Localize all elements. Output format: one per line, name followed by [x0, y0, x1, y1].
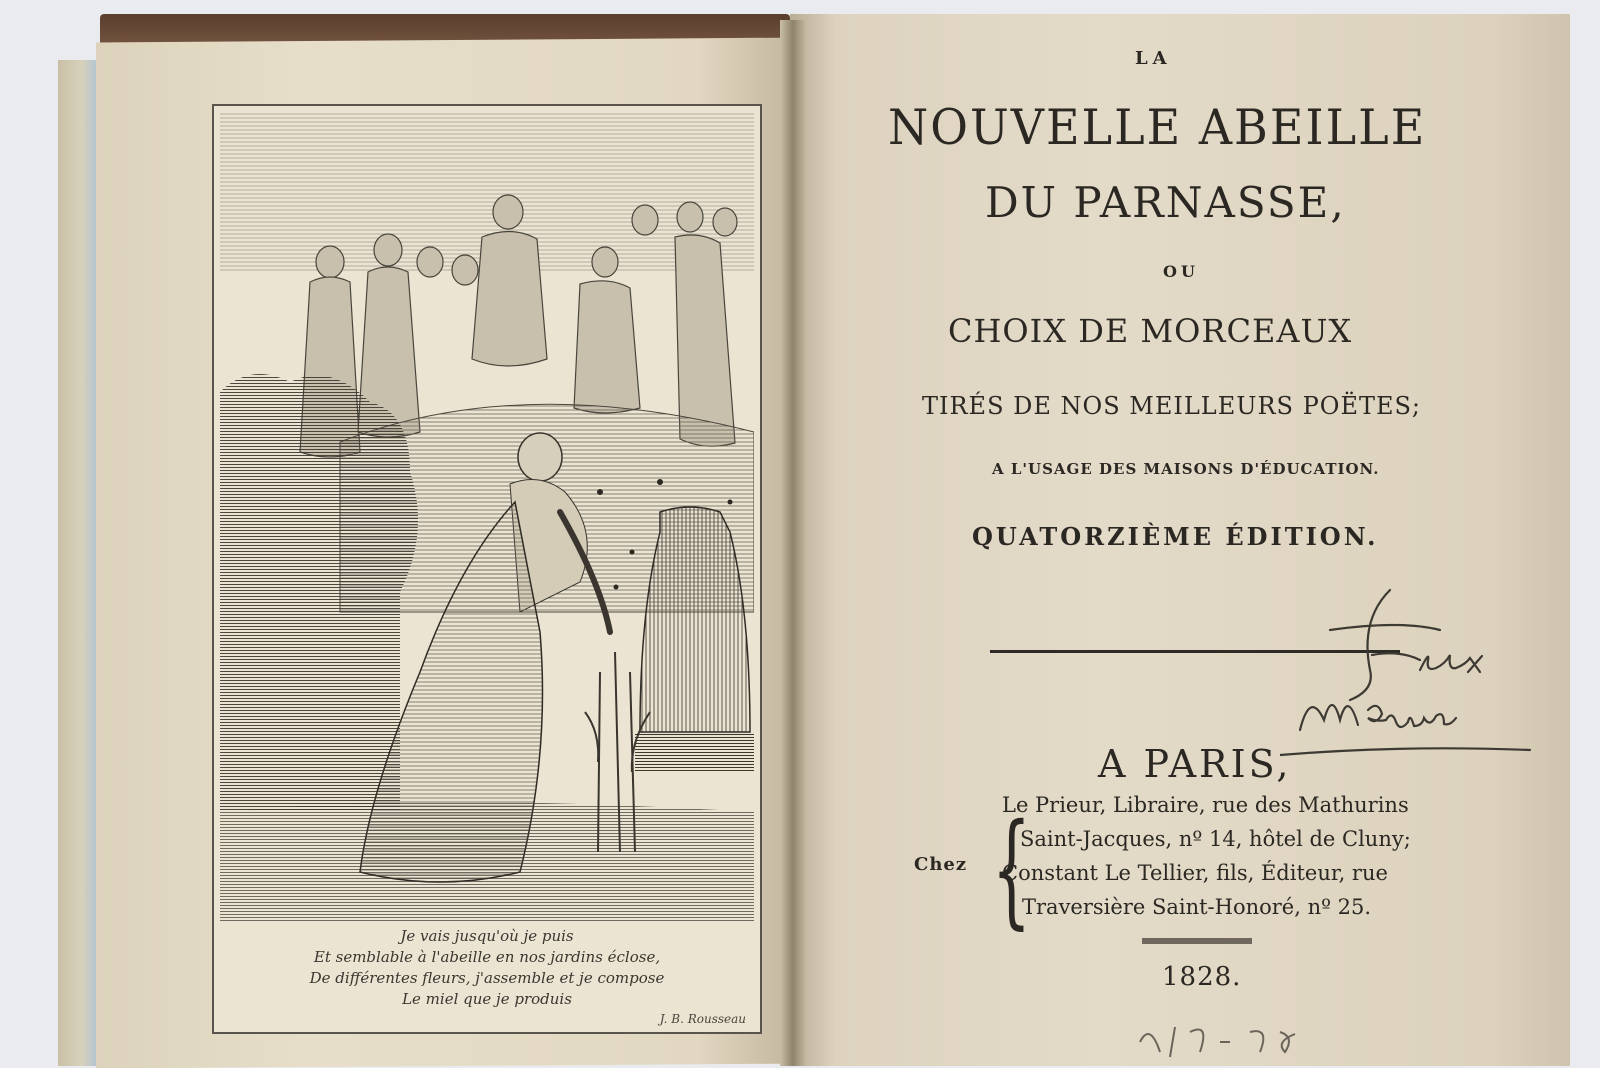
- publisher-line: Constant Le Tellier, fils, Éditeur, rue: [1002, 861, 1388, 885]
- caption-line: Je vais jusqu'où je puis: [400, 927, 574, 945]
- title-line-2: DU PARNASSE,: [985, 178, 1346, 227]
- publisher-line: Traversière Saint-Honoré, nº 25.: [1022, 895, 1372, 919]
- subtitle-line-2: TIRÉS DE NOS MEILLEURS POËTES;: [922, 392, 1422, 420]
- imprint-chez: Chez: [914, 854, 968, 875]
- title-article: LA: [1135, 48, 1172, 69]
- title-line-1: NOUVELLE ABEILLE: [888, 98, 1427, 156]
- book-gutter: [780, 20, 806, 1066]
- imprint-year: 1828.: [1162, 962, 1242, 992]
- imprint-rule: [1142, 938, 1252, 944]
- caption-line: Et semblable à l'abeille en nos jardins éclose,: [313, 948, 661, 966]
- publisher-line: Saint-Jacques, nº 14, hôtel de Cluny;: [1020, 827, 1411, 851]
- publisher-address: [1002, 788, 1411, 924]
- handwritten-signature: [1280, 560, 1560, 770]
- caption-line: De différentes fleurs, j'assemble et je compose: [309, 969, 665, 987]
- frontispiece-plate: [212, 104, 762, 1034]
- title-conjunction: OU: [1163, 262, 1199, 281]
- pencil-mark: [1120, 1012, 1320, 1062]
- frontispiece-engraving: [220, 112, 754, 922]
- engraver-credit: J. B. Rousseau: [659, 1012, 746, 1026]
- publisher-line: Le Prieur, Libraire, rue des Mathurins: [1002, 793, 1409, 817]
- imprint-brace: {: [991, 798, 1032, 942]
- edition-line: QUATORZIÈME ÉDITION.: [972, 522, 1379, 551]
- imprint-city: A PARIS,: [1098, 742, 1292, 786]
- frontispiece-caption: [214, 926, 760, 1010]
- subtitle-line-1: CHOIX DE MORCEAUX: [948, 312, 1353, 350]
- caption-line: Le miel que je produis: [402, 990, 572, 1008]
- purpose-line: A L'USAGE DES MAISONS D'ÉDUCATION.: [992, 460, 1380, 478]
